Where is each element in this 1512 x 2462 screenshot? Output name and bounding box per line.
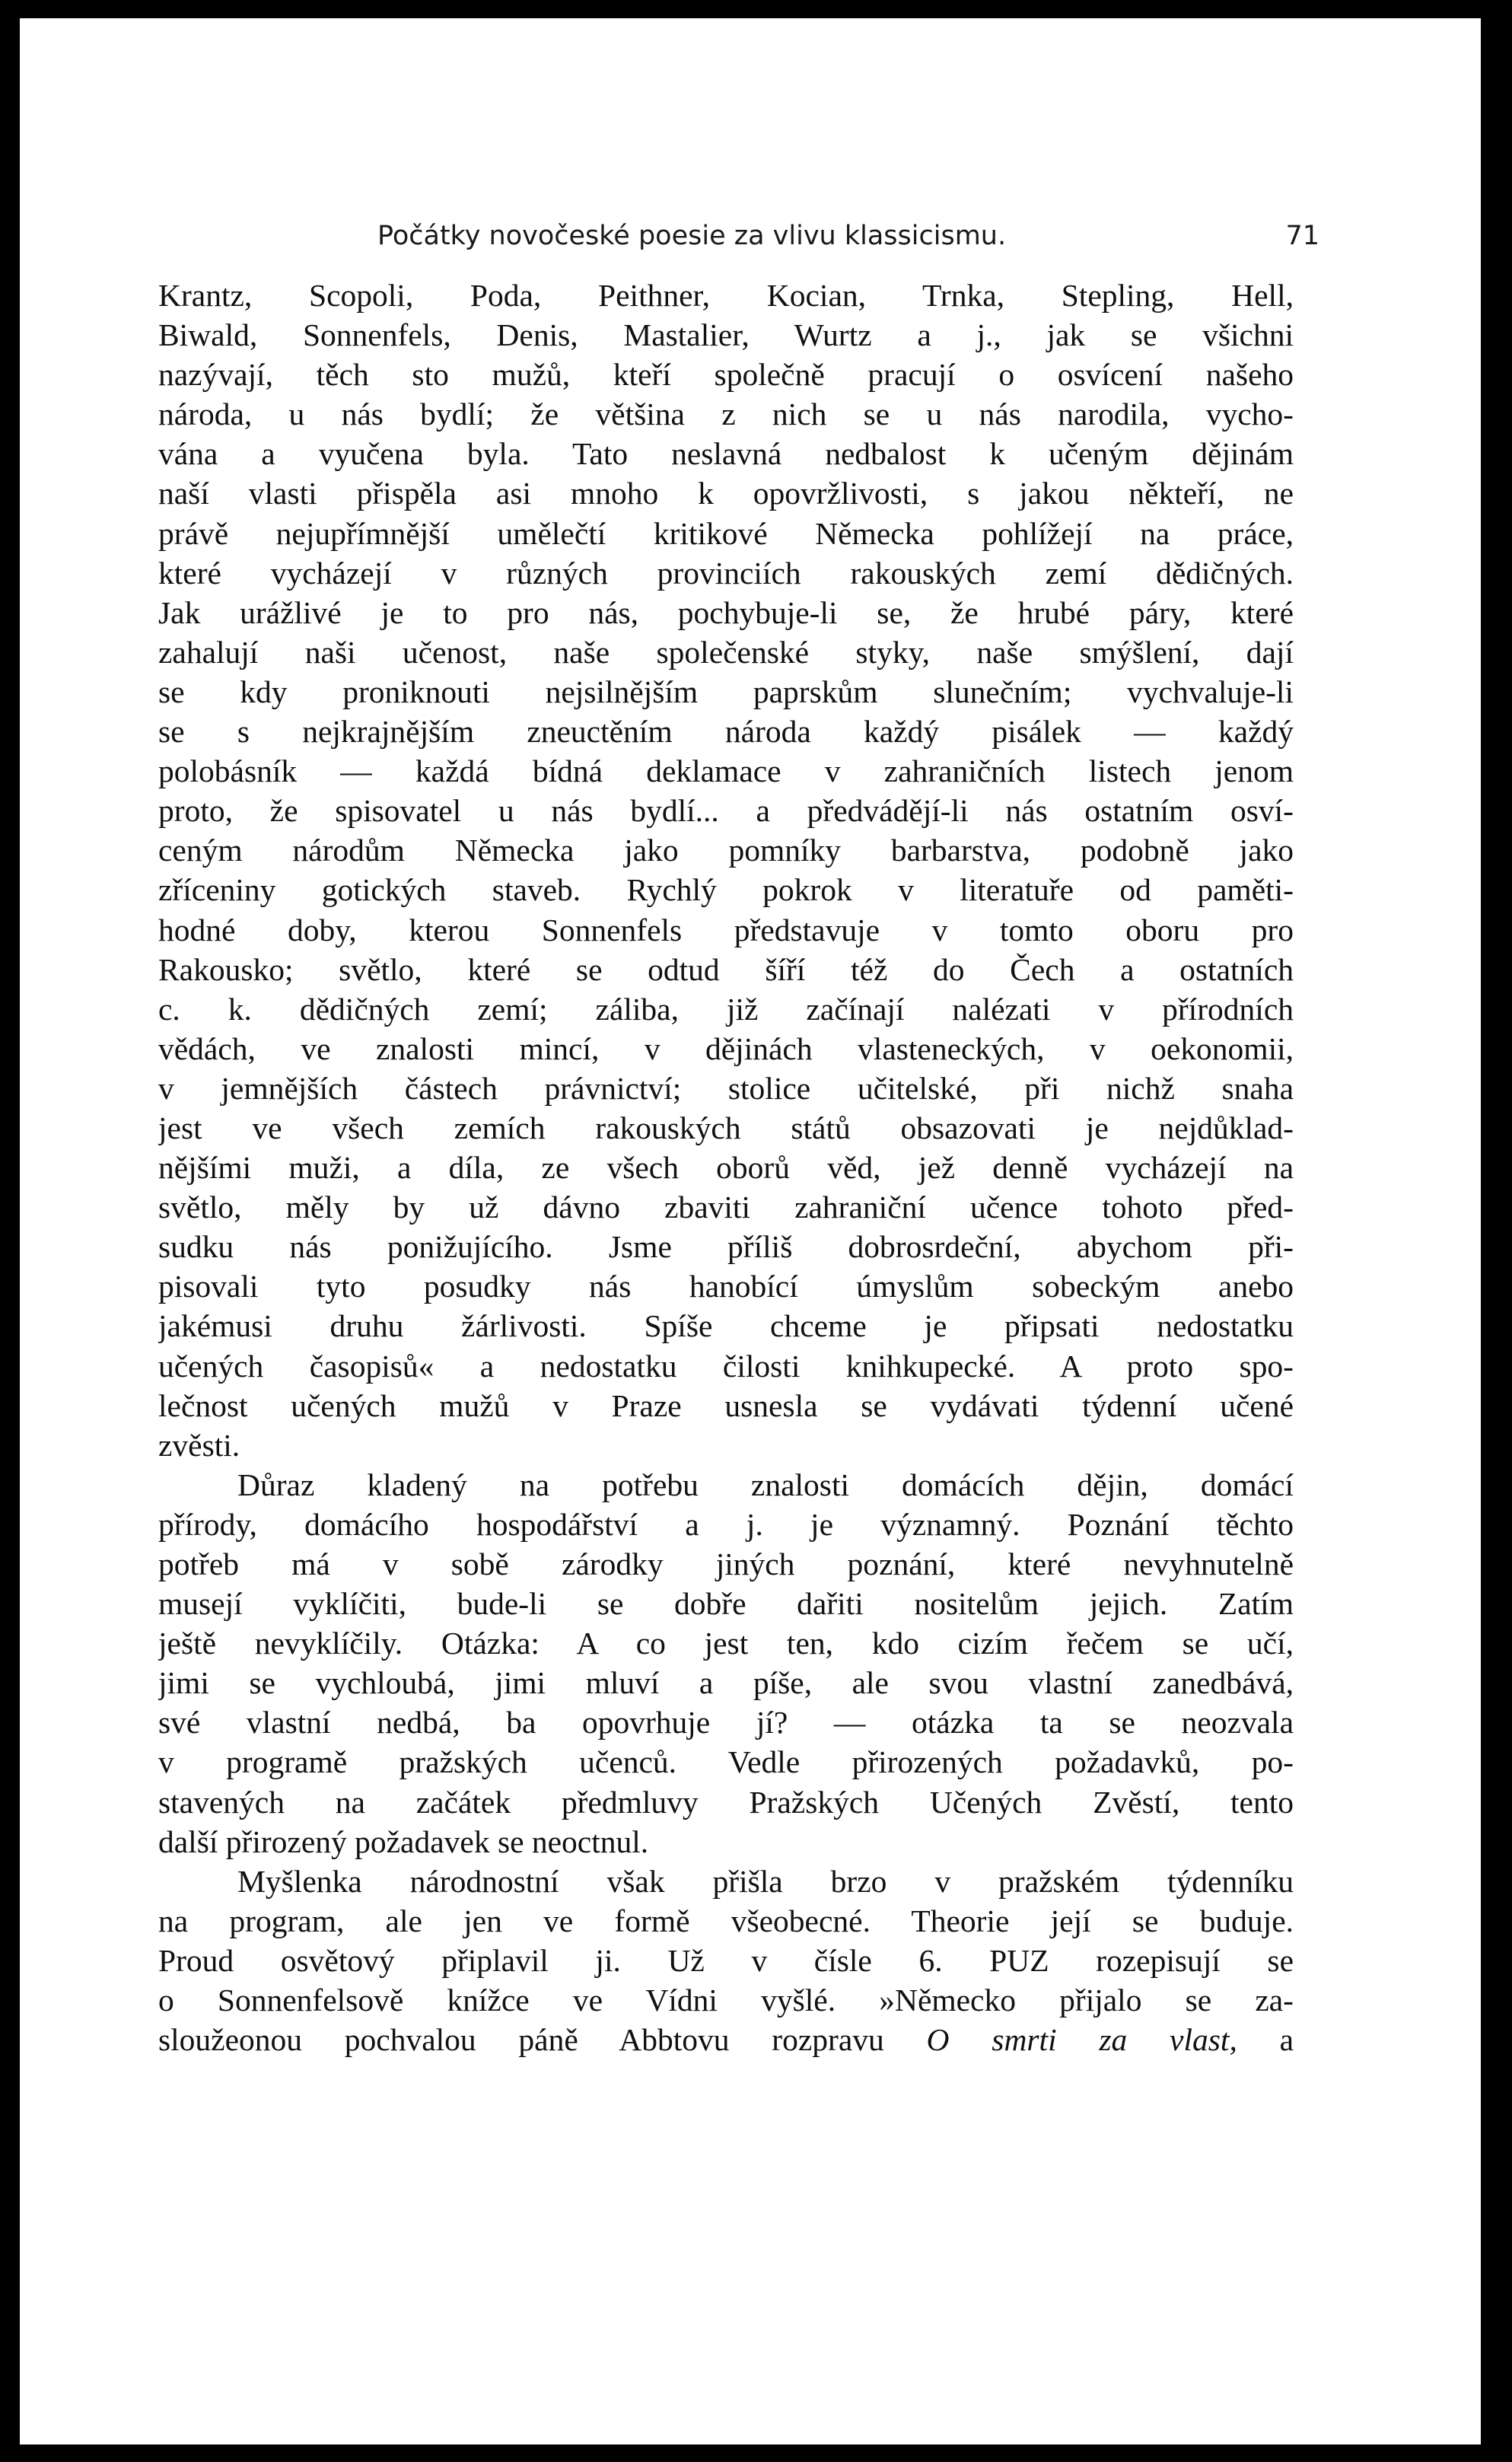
text-line: ještě nevyklíčily. Otázka: A co jest ten, kdo cizím řečem se učí,: [158, 1626, 1294, 1661]
text-line: Krantz, Scopoli, Poda, Peithner, Kocian, Trnka, Stepling, Hell,: [158, 278, 1294, 313]
text-line: pisovali tyto posudky nás hanobící úmyslům sobeckým anebo: [158, 1269, 1294, 1304]
text-line: které vycházejí v různých provinciích rakouských zemí dědičných.: [158, 555, 1294, 591]
text-line: světlo, měly by už dávno zbaviti zahraniční učence tohoto před-: [158, 1190, 1294, 1225]
text-line: své vlastní nedbá, ba opovrhuje jí? — otázka ta se neozvala: [158, 1705, 1294, 1741]
paragraph-start-line: Myšlenka národnostní však přišla brzo v pražském týdenníku: [237, 1863, 1294, 1899]
text-line: potřeb má v sobě zárodky jiných poznání, které nevyhnutelně: [158, 1546, 1294, 1581]
paragraph-start-line: Důraz kladený na potřebu znalosti domácích dějin, domácí: [237, 1467, 1294, 1502]
text-line: Jak urážlivé je to pro nás, pochybuje-li se, že hrubé páry, které: [158, 594, 1294, 630]
body-text: [158, 276, 1294, 2059]
text-line: národa, u nás bydlí; že většina z nich se u nás narodila, vycho-: [158, 397, 1294, 432]
text-line: c. k. dědičných zemí; záliba, již začínají nalézati v přírodních: [158, 991, 1294, 1027]
text-line: vědách, ve znalosti mincí, v dějinách vlasteneckých, v oekonomii,: [158, 1030, 1294, 1066]
text-line: naší vlasti přispěla asi mnoho k opovržlivosti, s jakou někteří, ne: [158, 476, 1294, 511]
text-line: proto, že spisovatel u nás bydlí... a předvádějí-li nás ostatním osví-: [158, 793, 1294, 829]
final-text-line: [158, 2020, 1294, 2059]
text-line: jakémusi druhu žárlivosti. Spíše chceme je připsati nedostatku: [158, 1308, 1294, 1344]
text-line: jimi se vychloubá, jimi mluví a píše, ale svou vlastní zanedbává,: [158, 1665, 1294, 1701]
cited-work-title: O smrti za vlast,: [926, 2022, 1237, 2058]
text-line: stavených na začátek předmluvy Pražských Učených Zvěstí, tento: [158, 1784, 1294, 1820]
text-line: na program, ale jen ve formě všeobecné. Theorie její se buduje.: [158, 1903, 1294, 1938]
text-line: se s nejkrajnějším zneuctěním národa každý pisálek — každý: [158, 714, 1294, 750]
text-line: Proud osvětový připlavil ji. Už v čísle 6. PUZ rozepisují se: [158, 1942, 1294, 1978]
text-line: o Sonnenfelsově knížce ve Vídni vyšlé. »Německo přijalo se za-: [158, 1983, 1294, 2018]
text-line: zříceniny gotických staveb. Rychlý pokrok v literatuře od paměti-: [158, 872, 1294, 908]
text-line: Rakousko; světlo, které se odtud šíří též do Čech a ostatních: [158, 951, 1294, 987]
text-line: ceným národům Německa jako pomníky barbarstva, podobně jako: [158, 833, 1294, 868]
document-page: [20, 18, 1481, 2444]
paragraph-end-line: další přirozený požadavek se neoctnul.: [158, 1823, 649, 1859]
text-line: přírody, domácího hospodářství a j. je významný. Poznání těchto: [158, 1506, 1294, 1542]
text-line: vána a vyučena byla. Tato neslavná nedbalost k učeným dějinám: [158, 436, 1294, 472]
final-line-end: a: [1279, 2022, 1294, 2058]
text-line: se kdy proniknouti nejsilnějším paprskům slunečním; vychvaluje-li: [158, 674, 1294, 709]
text-line: učených časopisů« a nedostatku čilosti knihkupecké. A proto spo-: [158, 1348, 1294, 1384]
text-line: Biwald, Sonnenfels, Denis, Mastalier, Wurtz a j., jak se všichni: [158, 317, 1294, 353]
text-line: musejí vyklíčiti, bude-li se dobře dařiti nositelům jejich. Zatím: [158, 1586, 1294, 1622]
text-line: nazývají, těch sto mužů, kteří společně pracují o osvícení našeho: [158, 357, 1294, 393]
text-line: jest ve všech zemích rakouských států obsazovati je nejdůklad-: [158, 1110, 1294, 1145]
text-line: v jemnějších částech právnictví; stolice učitelské, při nichž snaha: [158, 1070, 1294, 1106]
running-title: Počátky novočeské poesie za vlivu klassicismu.: [377, 221, 1007, 251]
page-number: 71: [1285, 221, 1319, 251]
text-line: polobásník — každá bídná deklamace v zahraničních listech jenom: [158, 753, 1294, 789]
text-line: v programě pražských učenců. Vedle přirozených požadavků, po-: [158, 1744, 1294, 1780]
page-header: [155, 213, 1319, 259]
text-line: lečnost učených mužů v Praze usnesla se vydávati týdenní učené: [158, 1387, 1294, 1423]
final-line-text: sloužeonou pochvalou páně Abbtovu rozpravu: [158, 2022, 884, 2058]
text-line: nějšími muži, a díla, ze všech oborů věd, jež denně vycházejí na: [158, 1150, 1294, 1186]
text-line: zahalují naši učenost, naše společenské styky, naše smýšlení, dají: [158, 634, 1294, 670]
text-line: sudku nás ponižujícího. Jsme příliš dobrosrdeční, abychom při-: [158, 1229, 1294, 1265]
text-line: právě nejupřímnější umělečtí kritikové Německa pohlížejí na práce,: [158, 515, 1294, 551]
text-line: hodné doby, kterou Sonnenfels představuje v tomto oboru pro: [158, 912, 1294, 948]
paragraph-end-line: zvěsti.: [158, 1427, 240, 1463]
